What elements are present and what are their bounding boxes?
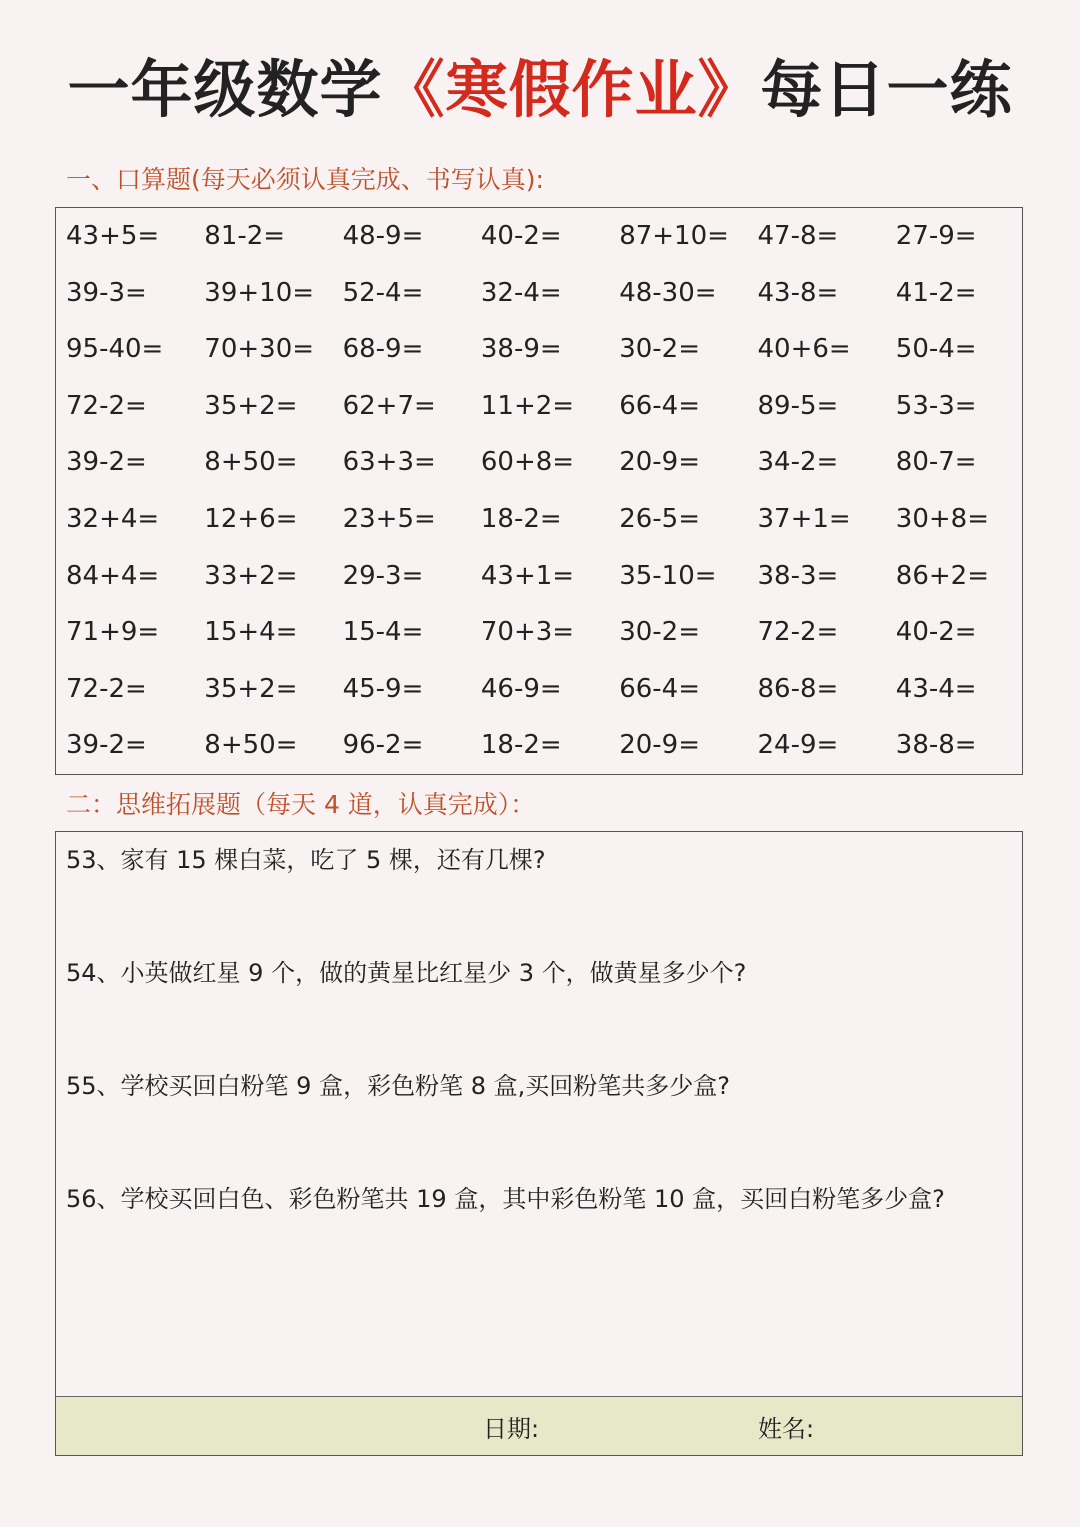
- math-problem: 95-40=: [66, 334, 164, 365]
- math-problem: 87+10=: [619, 221, 729, 251]
- math-problem: 96-2=: [342, 730, 424, 761]
- math-problem: 68-9=: [342, 334, 424, 365]
- math-problem: 27-9=: [895, 221, 977, 251]
- math-problem: 32+4=: [66, 503, 160, 534]
- math-problem: 32-4=: [480, 277, 562, 308]
- math-problem: 29-3=: [342, 560, 424, 591]
- math-problem: 43-8=: [757, 277, 839, 308]
- word-problem-55: 55、学校买回白粉笔 9 盒，彩色粉笔 8 盒,买回粉笔共多少盒?: [66, 1072, 730, 1100]
- math-problem: 18-2=: [480, 730, 562, 761]
- title-grade: 一年级数学: [67, 53, 383, 126]
- math-problem: 72-2=: [757, 617, 839, 648]
- date-label: 日期:: [483, 1415, 540, 1443]
- word-problem-56: 56、学校买回白色、彩色粉笔共 19 盒，其中彩色粉笔 10 盒，买回白粉笔多少盒?: [66, 1185, 945, 1213]
- math-problem: 35-10=: [619, 560, 717, 591]
- math-problem: 66-4=: [619, 390, 700, 421]
- math-problem: 72-2=: [66, 673, 147, 704]
- section1-heading: 一、口算题(每天必须认真完成、书写认真):: [66, 165, 544, 194]
- math-problem: 20-9=: [619, 447, 700, 478]
- math-problem: 62+7=: [342, 390, 436, 421]
- word-problem-54: 54、小英做红星 9 个，做的黄星比红星少 3 个，做黄星多少个?: [66, 959, 747, 987]
- math-problem: 80-7=: [895, 447, 977, 478]
- math-problem: 43-4=: [895, 673, 977, 704]
- math-problem: 30-2=: [619, 617, 700, 648]
- math-problem: 20-9=: [619, 730, 700, 761]
- math-problem: 37+1=: [757, 503, 851, 534]
- math-problem: 81-2=: [204, 221, 286, 251]
- math-problem: 40+6=: [757, 334, 851, 365]
- math-problem: 72-2=: [66, 390, 147, 421]
- math-problem: 41-2=: [895, 277, 977, 308]
- math-problem: 35+2=: [204, 390, 298, 421]
- name-label: 姓名:: [758, 1415, 815, 1443]
- math-problem: 52-4=: [342, 277, 424, 308]
- math-problem: 24-9=: [757, 730, 839, 761]
- math-problem: 35+2=: [204, 673, 298, 704]
- math-problem: 43+5=: [66, 221, 160, 251]
- math-problem: 12+6=: [204, 503, 298, 534]
- math-problem: 60+8=: [480, 447, 575, 478]
- math-problem: 30-2=: [619, 334, 700, 365]
- math-problem: 53-3=: [895, 390, 977, 421]
- math-problem: 15+4=: [204, 617, 298, 648]
- math-problem: 33+2=: [204, 560, 298, 591]
- math-problem: 89-5=: [757, 390, 839, 421]
- math-problem: 18-2=: [480, 503, 562, 534]
- worksheet-title: [0, 40, 1080, 129]
- math-problem: 39-2=: [66, 730, 147, 761]
- math-problem: 43+1=: [480, 560, 575, 591]
- math-problem: 86-8=: [757, 673, 839, 704]
- math-problem: 15-4=: [342, 617, 424, 648]
- word-problems-box: [55, 831, 1023, 1456]
- math-problem: 8+50=: [204, 447, 298, 478]
- math-problem: 39+10=: [204, 277, 315, 308]
- math-problem: 40-2=: [480, 221, 562, 251]
- math-problem: 39-2=: [66, 447, 147, 478]
- math-problem: 38-9=: [480, 334, 562, 365]
- title-daily: 每日一练: [760, 53, 1013, 126]
- title-highlight: 《寒假作业》: [382, 53, 761, 126]
- math-problem: 50-4=: [895, 334, 977, 365]
- math-problem: 8+50=: [204, 730, 298, 761]
- math-problem: 66-4=: [619, 673, 700, 704]
- mental-math-box: [55, 207, 1023, 775]
- footer-band: [56, 1396, 1022, 1455]
- math-problem: 11+2=: [480, 390, 575, 421]
- math-problem: 30+8=: [895, 503, 989, 534]
- math-problem: 48-30=: [619, 277, 717, 308]
- math-problem: 40-2=: [895, 617, 977, 648]
- math-problem: 39-3=: [66, 277, 147, 308]
- math-problem: 26-5=: [619, 503, 700, 534]
- math-problem: 47-8=: [757, 221, 839, 251]
- math-problem: 70+30=: [204, 334, 315, 365]
- section2-heading: 二：思维拓展题（每天 4 道，认真完成）：: [66, 790, 536, 819]
- math-problem: 71+9=: [66, 617, 160, 648]
- math-problem: 63+3=: [342, 447, 436, 478]
- math-problem: 48-9=: [342, 221, 424, 251]
- math-problem: 23+5=: [342, 503, 436, 534]
- math-problem: 34-2=: [757, 447, 839, 478]
- math-problem: 46-9=: [480, 673, 562, 704]
- math-problem: 45-9=: [342, 673, 424, 704]
- math-problem: 38-3=: [757, 560, 839, 591]
- math-problem: 38-8=: [895, 730, 977, 761]
- word-problem-53: 53、家有 15 棵白菜，吃了 5 棵，还有几棵?: [66, 846, 546, 874]
- mental-math-grid: [66, 218, 1034, 784]
- math-problem: 86+2=: [895, 560, 989, 591]
- math-problem: 70+3=: [480, 617, 575, 648]
- math-problem: 84+4=: [66, 560, 160, 591]
